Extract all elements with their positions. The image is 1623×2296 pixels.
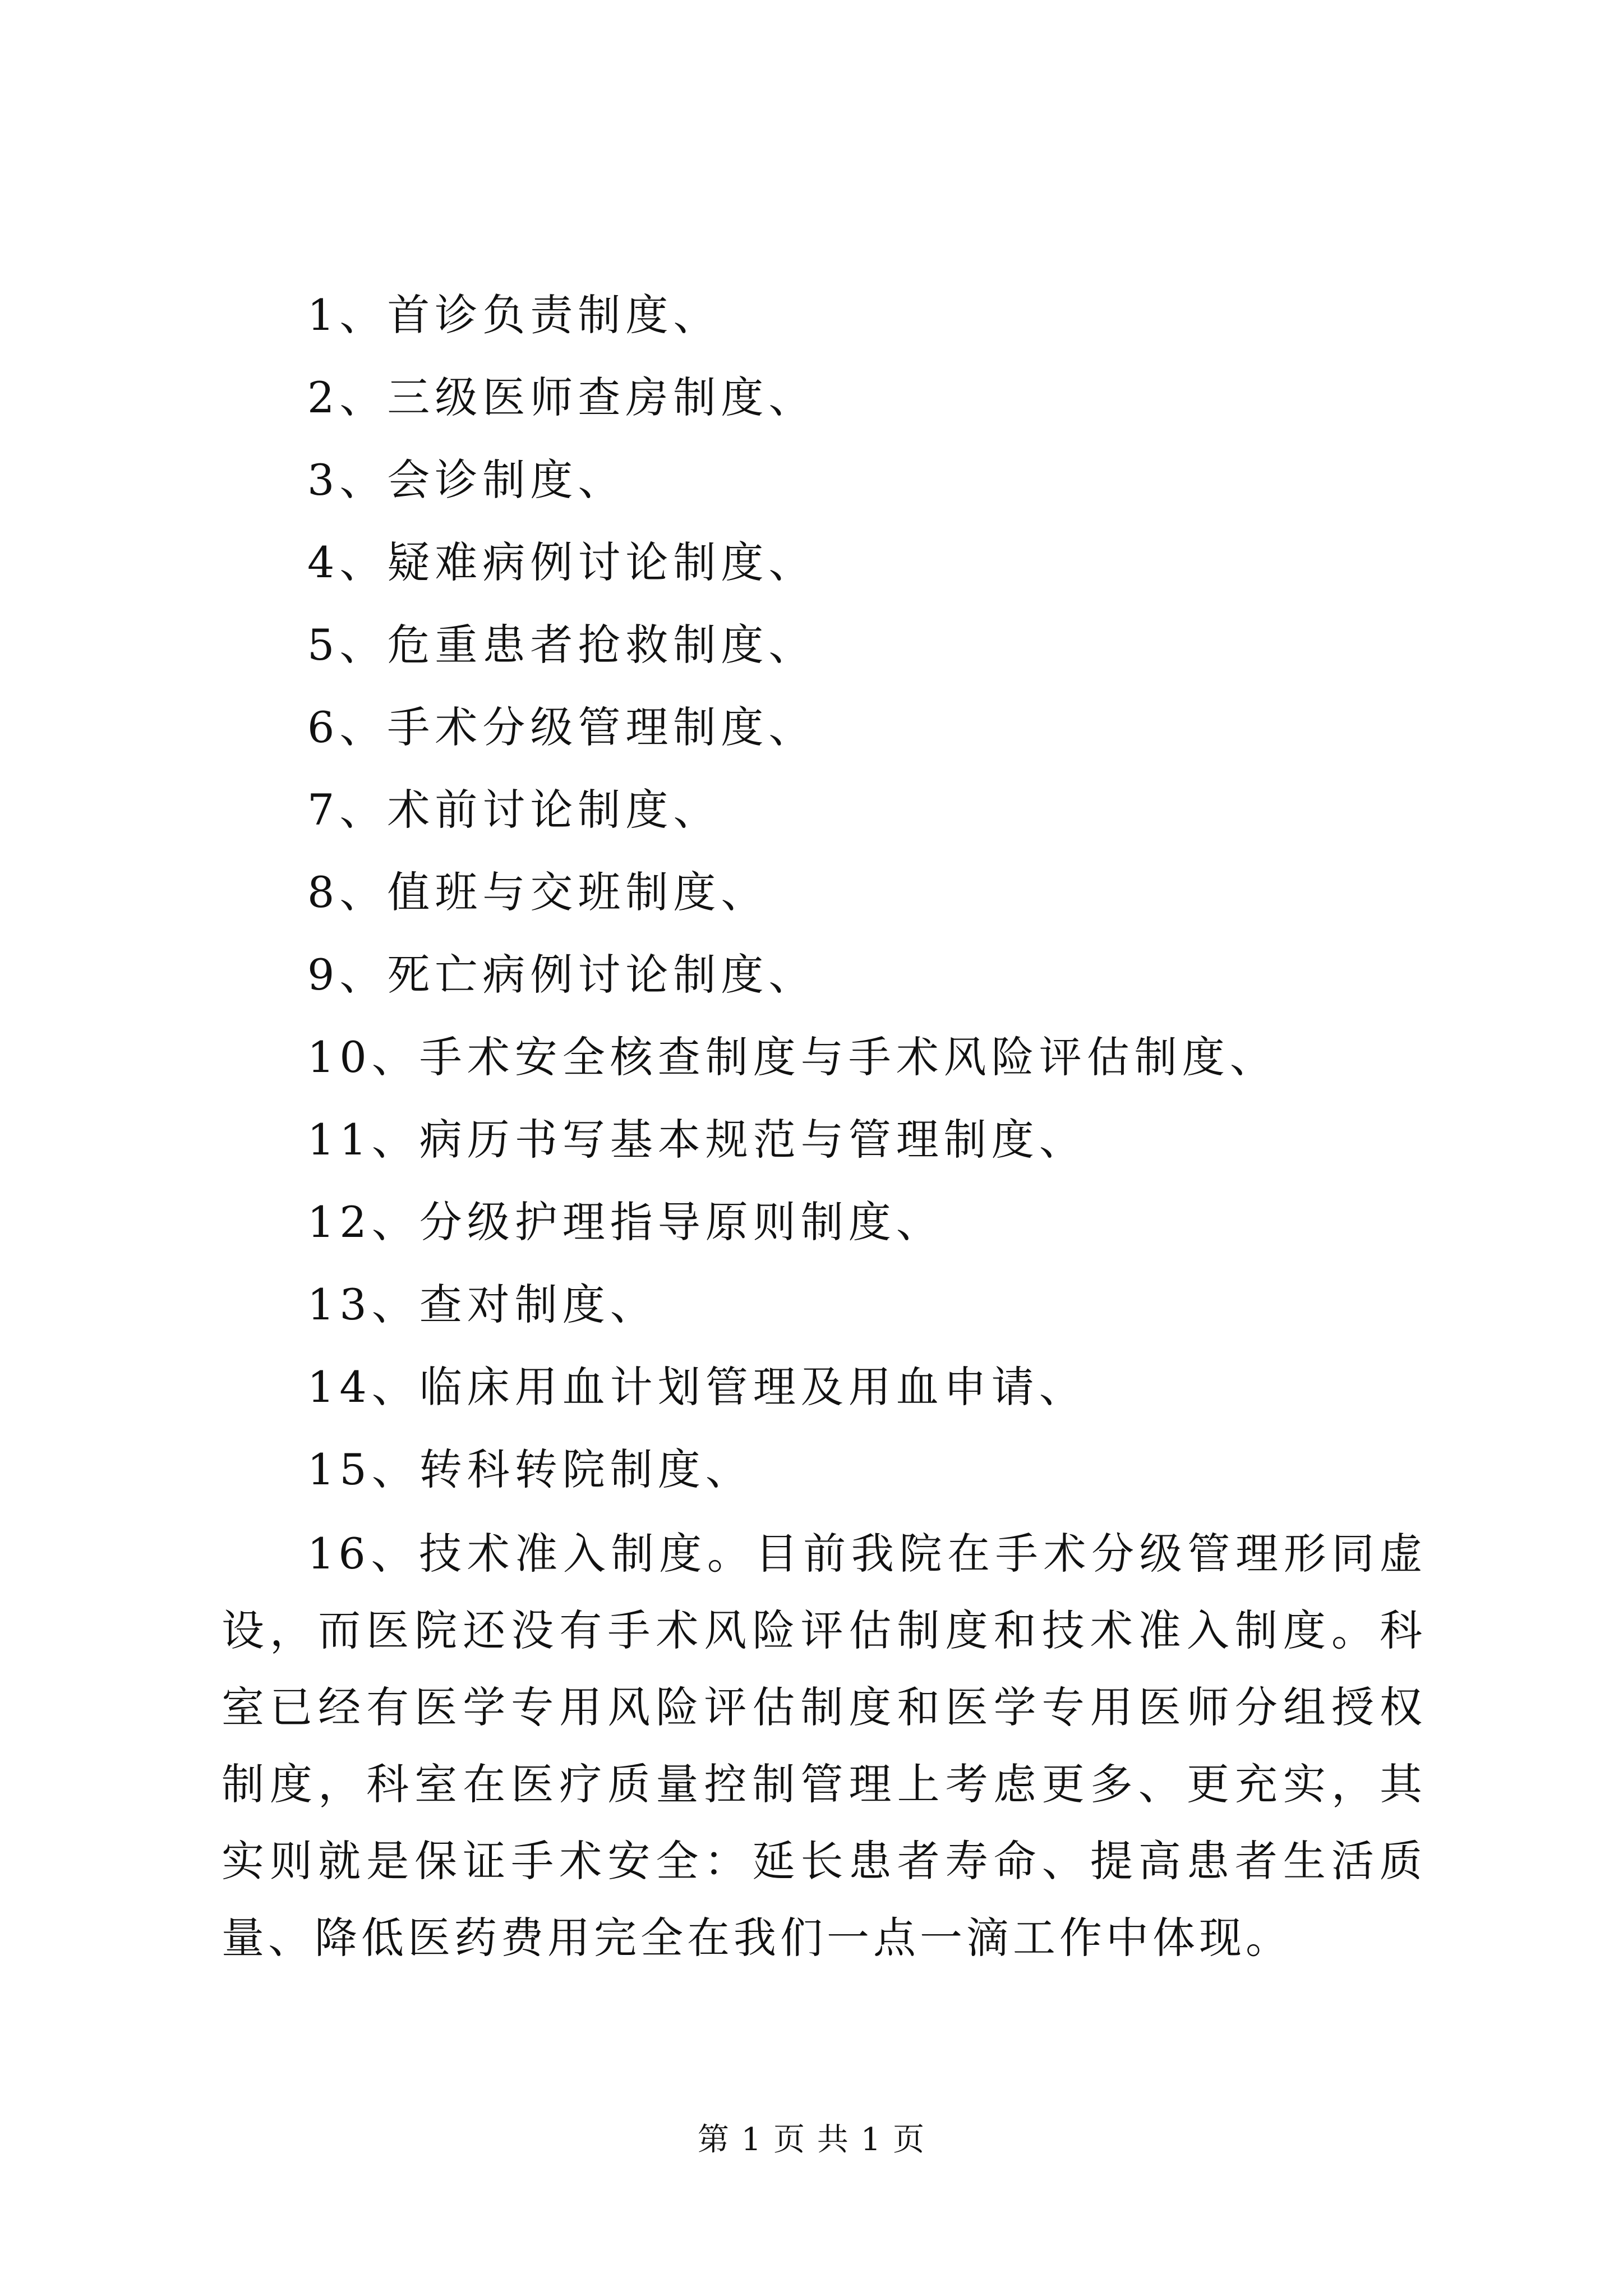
list-item: 7、术前讨论制度、: [307, 785, 721, 835]
list-item: 15、转科转院制度、: [307, 1444, 753, 1494]
list-item: 1、首诊负责制度、: [307, 290, 721, 340]
list-item: 6、手术分级管理制度、: [307, 702, 817, 752]
list-item: 13、查对制度、: [307, 1280, 658, 1329]
list-item: 8、值班与交班制度、: [307, 867, 769, 917]
list-item: 10、手术安全核查制度与手术风险评估制度、: [307, 1032, 1278, 1082]
list-item: 9、死亡病例讨论制度、: [307, 950, 817, 1000]
regulation-list: [307, 274, 1278, 1511]
list-item: 3、会诊制度、: [307, 455, 626, 505]
body-paragraph: 16、技术准入制度。目前我院在手术分级管理形同虚设，而医院还没有手术风险评估制度和技术准入制度。科室已经有医学专用风险评估制度和医学专用医师分组授权制度，科室在医疗质量控制管理上考虑更多、更充实，其实则就是保证手术安全：延长患者寿命、提高患者生活质量、降低医药费用完全在我们一点一滴工作中体现。: [222, 1529, 1426, 1963]
list-item: 14、临床用血计划管理及用血申请、: [307, 1362, 1087, 1412]
list-item: 11、病历书写基本规范与管理制度、: [307, 1115, 1087, 1165]
list-item: 12、分级护理指导原则制度、: [307, 1197, 944, 1247]
list-item: 5、危重患者抢救制度、: [307, 620, 817, 670]
list-item: 4、疑难病例讨论制度、: [307, 537, 817, 587]
page-number-footer: 第 1 页 共 1 页: [697, 2122, 926, 2158]
list-item: 2、三级医师查房制度、: [307, 372, 817, 422]
